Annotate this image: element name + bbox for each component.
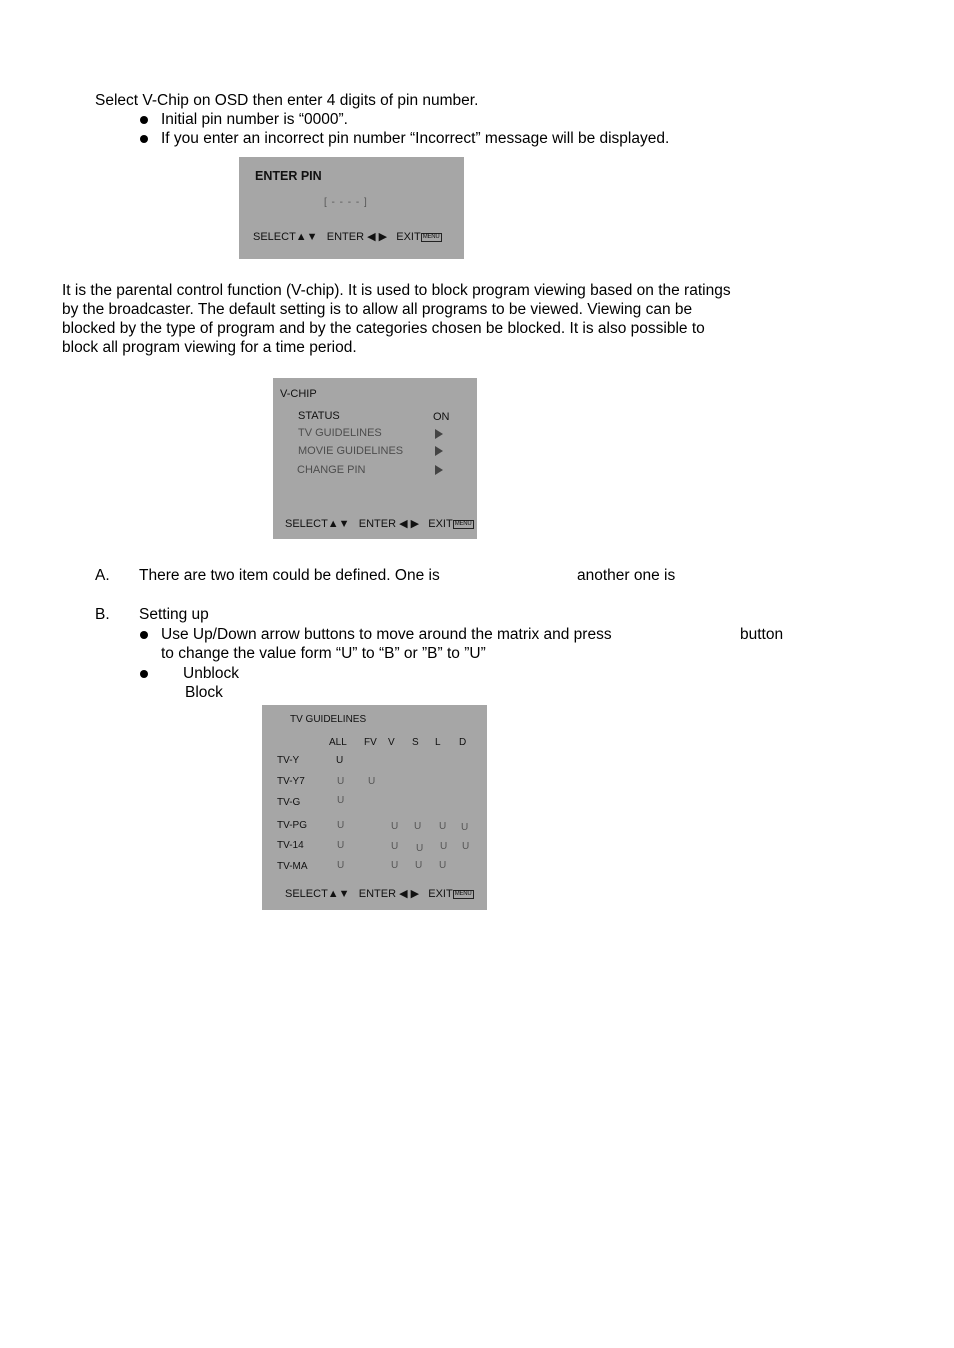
osd-title: TV GUIDELINES	[290, 714, 367, 725]
submenu-arrow-icon	[435, 465, 443, 475]
rating-cell[interactable]: U	[337, 795, 345, 806]
row-label-tv-g: TV-G	[277, 797, 301, 808]
section-b-marker: B.	[95, 606, 110, 623]
rating-cell[interactable]: U	[461, 822, 469, 833]
description-line-4: block all program viewing for a time period.	[62, 339, 357, 356]
up-down-arrow-icon: ▲▼	[295, 231, 318, 243]
description-line-1: It is the parental control function (V-chip). It is used to block program viewing based on the ratings	[62, 282, 731, 299]
column-header-l: L	[435, 737, 441, 748]
column-header-all: ALL	[329, 737, 347, 748]
menu-button-icon: MENU	[454, 520, 472, 527]
osd-control-bar	[253, 231, 442, 244]
submenu-arrow-icon	[435, 429, 443, 439]
up-down-arrow-icon: ▲▼	[327, 518, 350, 530]
row-label-tv-ma: TV-MA	[277, 861, 308, 872]
row-label-tv-pg: TV-PG	[277, 820, 308, 831]
rating-cell[interactable]: U	[337, 776, 345, 787]
section-a-text-start: There are two item could be defined. One is	[139, 567, 440, 584]
menu-button-icon: MENU	[422, 233, 440, 240]
rating-cell[interactable]: U	[415, 860, 423, 871]
left-right-arrow-icon: ◀ ▶	[367, 231, 388, 243]
menu-button-icon: MENU	[454, 890, 472, 897]
rating-cell[interactable]: U	[416, 843, 424, 854]
intro-bullet-2: If you enter an incorrect pin number “Incorrect” message will be displayed.	[161, 130, 670, 147]
rating-cell[interactable]: U	[391, 841, 399, 852]
column-header-fv: FV	[364, 737, 377, 748]
column-header-d: D	[459, 737, 467, 748]
column-header-v: V	[388, 737, 395, 748]
enter-label: ENTER	[326, 231, 365, 243]
block-label: Block	[185, 684, 223, 701]
bullet-dot	[140, 664, 148, 683]
left-right-arrow-icon: ◀ ▶	[399, 518, 420, 530]
section-b-title: Setting up	[139, 606, 209, 623]
column-header-s: S	[412, 737, 419, 748]
intro-line: Select V-Chip on OSD then enter 4 digits of pin number.	[95, 92, 479, 109]
pin-field: [ - - - - ]	[324, 197, 368, 208]
rating-cell[interactable]: U	[337, 820, 345, 831]
description-line-3: blocked by the type of program and by the categories chosen be blocked. It is also possible to	[62, 320, 705, 337]
unblock-label: Unblock	[183, 665, 239, 682]
menu-item-status: STATUS	[298, 410, 340, 422]
rating-cell[interactable]: U	[391, 821, 399, 832]
select-label: SELECT	[253, 231, 296, 243]
description-line-2: by the broadcaster. The default setting is to allow all programs to be viewed. Viewing can be	[62, 301, 693, 318]
rating-cell[interactable]: U	[337, 860, 345, 871]
enter-pin-osd	[239, 157, 464, 259]
vchip-osd	[273, 378, 477, 539]
section-b-bullet-1-end: button	[740, 626, 784, 643]
bullet-dot	[140, 129, 148, 148]
bullet-dot	[140, 110, 148, 129]
left-right-arrow-icon: ◀ ▶	[399, 888, 420, 900]
exit-label: EXIT	[428, 518, 453, 530]
rating-cell[interactable]: U	[440, 841, 448, 852]
section-b-bullet-1-start: Use Up/Down arrow buttons to move around the matrix and press	[161, 626, 612, 643]
select-label: SELECT	[285, 518, 328, 530]
section-b-bullet-1-line-2: to change the value form “U” to “B” or ”B” to ”U”	[161, 645, 486, 662]
menu-item-movie-guidelines: MOVIE GUIDELINES	[298, 445, 404, 457]
row-label-tv-y7: TV-Y7	[277, 776, 305, 787]
section-a-text-end: another one is	[577, 567, 676, 584]
rating-cell[interactable]: U	[462, 841, 470, 852]
bullet-dot	[140, 625, 148, 644]
exit-label: EXIT	[428, 888, 453, 900]
section-a-marker: A.	[95, 567, 110, 584]
osd-control-bar	[285, 888, 474, 901]
select-label: SELECT	[285, 888, 328, 900]
menu-item-tv-guidelines: TV GUIDELINES	[298, 427, 382, 439]
up-down-arrow-icon: ▲▼	[327, 888, 350, 900]
menu-item-change-pin: CHANGE PIN	[297, 464, 366, 476]
rating-cell[interactable]: U	[336, 755, 344, 766]
intro-bullet-1: Initial pin number is “0000”.	[161, 111, 348, 128]
rating-cell[interactable]: U	[391, 860, 399, 871]
rating-cell[interactable]: U	[439, 860, 447, 871]
status-value: ON	[433, 411, 450, 423]
rating-cell[interactable]: U	[439, 821, 447, 832]
row-label-tv-y: TV-Y	[277, 755, 300, 766]
rating-cell[interactable]: U	[368, 776, 376, 787]
submenu-arrow-icon	[435, 446, 443, 456]
osd-title: ENTER PIN	[255, 169, 322, 183]
enter-label: ENTER	[358, 518, 397, 530]
enter-label: ENTER	[358, 888, 397, 900]
rating-cell[interactable]: U	[414, 821, 422, 832]
osd-control-bar	[285, 518, 474, 531]
tv-guidelines-osd	[262, 705, 487, 910]
row-label-tv-14: TV-14	[277, 840, 304, 851]
exit-label: EXIT	[396, 231, 421, 243]
osd-title: V-CHIP	[280, 388, 317, 400]
rating-cell[interactable]: U	[337, 840, 345, 851]
